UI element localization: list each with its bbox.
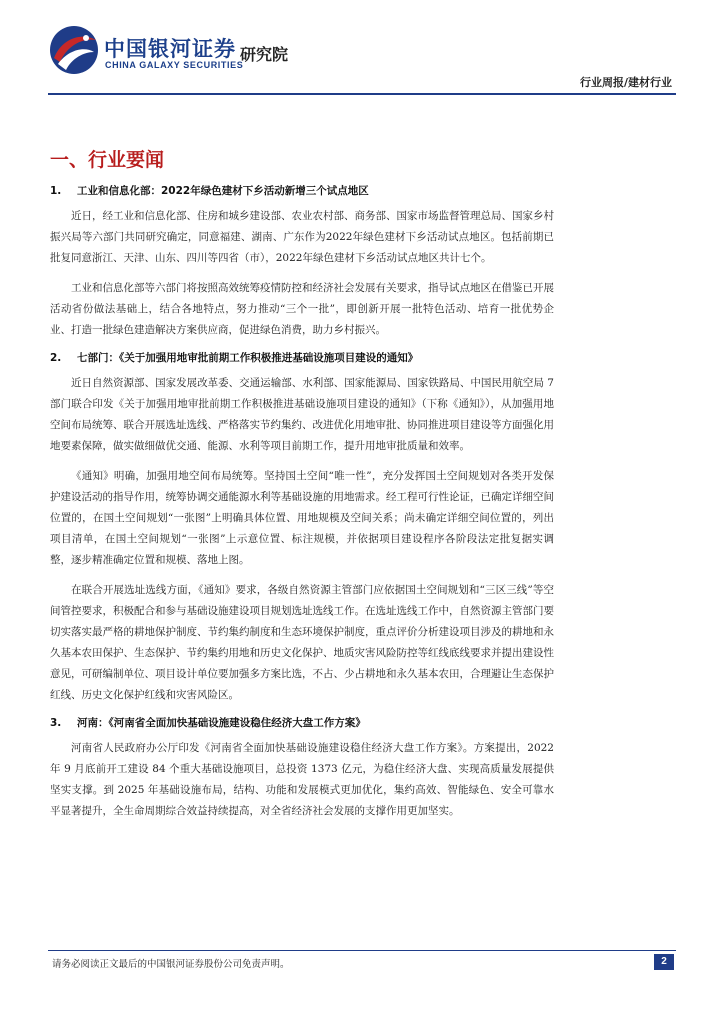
- institute-label: 研究院: [240, 45, 289, 64]
- news-item-title: 河南：《河南省全面加快基础设施建设稳住经济大盘工作方案》: [77, 717, 366, 729]
- brand-name-en: CHINA GALAXY SECURITIES: [105, 60, 244, 70]
- news-item-title: 七部门：《关于加强用地审批前期工作积极推进基础设施项目建设的通知》: [77, 352, 419, 364]
- news-list: [50, 183, 554, 831]
- news-paragraph: 在联合开展选址选线方面，《通知》要求，各级自然资源主管部门应依据国土空间规划和“三区三线”等空间管控要求，积极配合和参与基础设施建设项目规划选址选线工作。在选址选线工作中，自然资源主管部门要切实落实最严格的耕地保护制度、节约集约制度和生态环境保护制度，重点评价分析建设项目涉及的耕地和永久基本农田保护、生态保护、节约集约用地和历史文化保护、地质灾害风险防控等红线底线要求并提出建设性意见，可研编制单位、项目设计单位要加强多方案比选，不占、少占耕地和永久基本农田，合理避让生态保护红线、历史文化保护红线和灾害风险区。: [50, 584, 554, 701]
- news-item-heading: [50, 715, 554, 731]
- news-item-number: 3.: [50, 717, 62, 729]
- news-paragraph: 工业和信息化部等六部门将按照高效统筹疫情防控和经济社会发展有关要求，指导试点地区在借鉴已开展活动省份做法基础上，结合各地特点，努力推动“三个一批”，即创新开展一批特色活动、培育一批优势企业、打造一批绿色建造解决方案供应商，促进绿色消费，助力乡村振兴。: [50, 282, 554, 336]
- news-paragraph: 河南省人民政府办公厅印发《河南省全面加快基础设施建设稳住经济大盘工作方案》。方案提出，2022 年 9 月底前开工建设 84 个重大基础设施项目，总投资 1373 亿元，为稳住经济大盘、实现高质量发展提供坚实支撑。到 2025 年基础设施布局，结构、功能和发展模式更加优化，集约高效、智能绿色、安全可靠水平显著提升，全生命周期综合效益持续提高，对全省经济社会发展的支撑作用更加坚实。: [50, 742, 554, 817]
- header-divider: [48, 93, 676, 95]
- news-item-number: 1.: [50, 185, 62, 197]
- news-paragraph: 近日自然资源部、国家发展改革委、交通运输部、水利部、国家能源局、国家铁路局、中国民用航空局 7 部门联合印发《关于加强用地审批前期工作积极推进基础设施项目建设的通知》（下称《通知》），从加强用地空间布局统筹、联合开展选址选线、严格落实节约集约、改进优化用地审批、协同推进项目建设等方面强化用地要素保障，做实做细做优交通、能源、水利等项目前期工作，提升用地审批质量和效率。: [50, 377, 554, 452]
- news-item: [50, 350, 554, 706]
- page-number: 2: [654, 954, 674, 970]
- news-item-heading: [50, 350, 554, 366]
- news-paragraph: 近日，经工业和信息化部、住房和城乡建设部、农业农村部、商务部、国家市场监督管理总局、国家乡村振兴局等六部门共同研究确定，同意福建、湖南、广东作为2022年绿色建材下乡活动试点地区。包括前期已批复同意浙江、天津、山东、四川等四省（市），2022年绿色建材下乡活动试点地区共计七个。: [50, 210, 554, 264]
- page-header: [0, 0, 724, 96]
- disclaimer-note: 请务必阅读正文最后的中国银河证券股份公司免责声明。: [52, 959, 290, 970]
- news-paragraph: 《通知》明确，加强用地空间布局统筹。坚持国土空间“唯一性”，充分发挥国土空间规划对各类开发保护建设活动的指导作用，统筹协调交通能源水利等基础设施的用地需求。经工程可行性论证，已确定详细空间位置的，在国土空间规划“一张图”上明确具体位置、用地规模及空间关系；尚未确定详细空间位置的，列出项目清单，在国土空间规划“一张图”上示意位置、标注规模，并依据项目建设程序各阶段法定批复据实调整，逐步精准确定位置和规模、落地上图。: [50, 470, 554, 566]
- news-item: [50, 183, 554, 341]
- report-category-tag: 行业周报/建材行业: [579, 76, 672, 89]
- galaxy-logo-icon: [48, 24, 100, 76]
- news-item: [50, 715, 554, 822]
- news-item-heading: [50, 183, 554, 199]
- brand-name-cn: 中国银河证券: [104, 37, 236, 61]
- news-item-number: 2.: [50, 352, 62, 364]
- section-title: 一、行业要闻: [50, 149, 165, 171]
- footer-divider: [48, 950, 676, 951]
- news-item-title: 工业和信息化部：2022年绿色建材下乡活动新增三个试点地区: [77, 185, 369, 197]
